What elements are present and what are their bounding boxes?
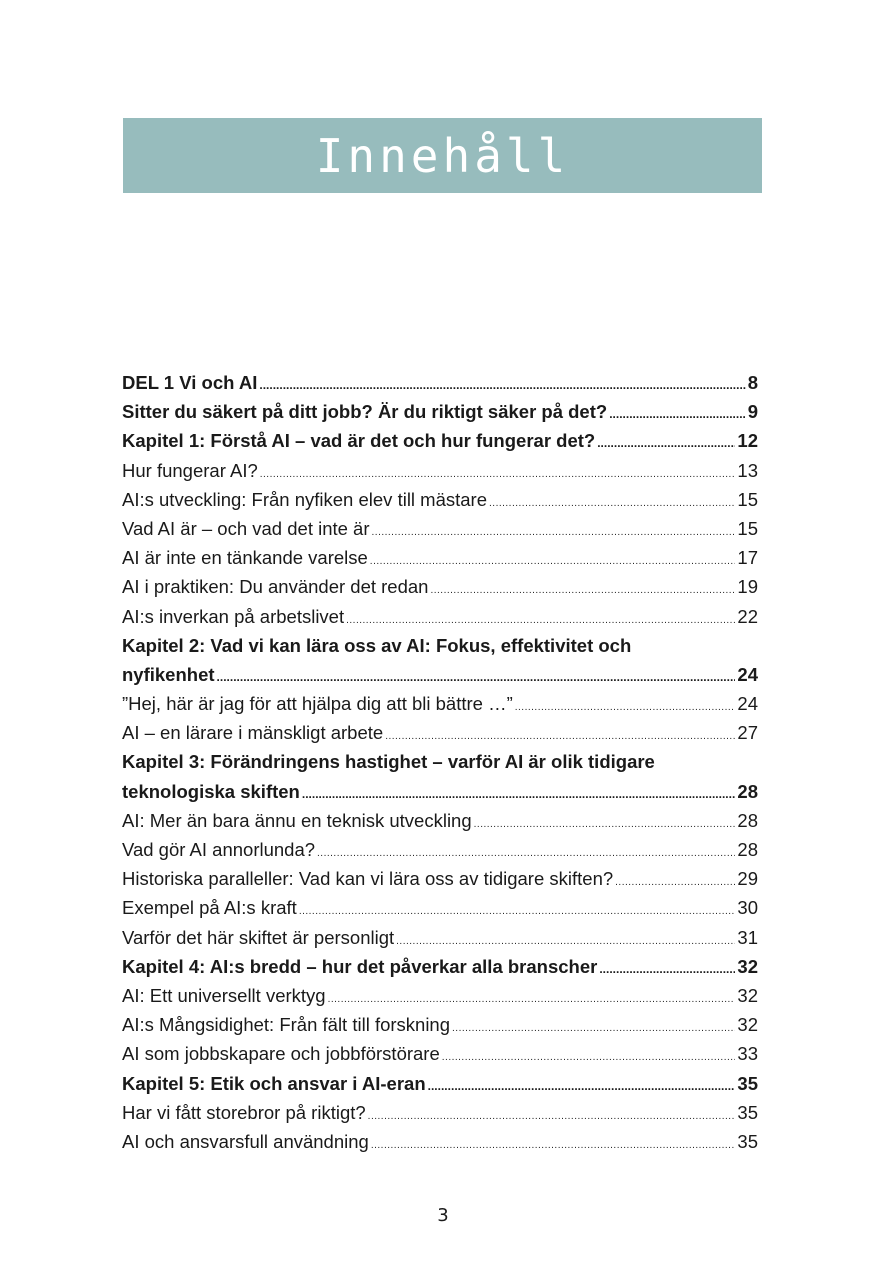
toc-entry-page: 27 bbox=[737, 722, 758, 744]
title-banner bbox=[123, 118, 762, 193]
toc-entry-page: 8 bbox=[747, 372, 758, 393]
toc-entry-page: 30 bbox=[737, 897, 758, 919]
toc-entry-page: 28 bbox=[737, 809, 758, 831]
toc-entry-title: ”Hej, här är jag för att hjälpa dig att bli bättre …” bbox=[122, 693, 513, 715]
toc-dot-leader bbox=[489, 489, 735, 518]
toc-dot-leader bbox=[259, 371, 745, 400]
toc-entry bbox=[122, 1039, 758, 1068]
toc-entry-title: AI som jobbskapare och jobbförstörare bbox=[122, 1043, 440, 1065]
toc-entry-title: AI är inte en tänkande varelse bbox=[122, 547, 368, 569]
toc-entry-title: Sitter du säkert på ditt jobb? Är du riktigt säker på det? bbox=[122, 401, 608, 423]
toc-entry bbox=[122, 543, 758, 572]
toc-entry bbox=[122, 689, 758, 718]
page-title: Innehåll bbox=[315, 128, 570, 183]
toc-entry bbox=[122, 777, 758, 806]
toc-entry bbox=[122, 368, 758, 397]
toc-entry-title: AI:s inverkan på arbetslivet bbox=[122, 605, 345, 627]
toc-entry-page: 24 bbox=[737, 693, 758, 715]
toc-entry-title: AI:s utveckling: Från nyfiken elev till mästare bbox=[122, 488, 488, 510]
toc-entry bbox=[122, 718, 758, 747]
toc-dot-leader bbox=[615, 868, 735, 897]
toc-entry-page: 32 bbox=[737, 984, 758, 1006]
toc-entry-page: 19 bbox=[737, 576, 758, 598]
toc-entry bbox=[122, 514, 758, 543]
toc-entry-title: DEL 1 Vi och AI bbox=[122, 372, 258, 393]
toc-dot-leader bbox=[515, 693, 736, 722]
toc-entry bbox=[122, 952, 758, 981]
toc-entry bbox=[122, 893, 758, 922]
toc-entry-page: 15 bbox=[737, 488, 758, 510]
toc-entry bbox=[122, 1010, 758, 1039]
toc-entry bbox=[122, 835, 758, 864]
toc-entry-title: AI – en lärare i mänskligt arbete bbox=[122, 722, 384, 744]
toc-entry-page: 35 bbox=[737, 1101, 758, 1123]
toc-dot-leader bbox=[474, 810, 736, 839]
toc-entry-page: 32 bbox=[737, 955, 758, 977]
toc-entry-title: Vad AI är – och vad det inte är bbox=[122, 517, 370, 539]
table-of-contents bbox=[122, 368, 758, 1156]
toc-dot-leader bbox=[217, 663, 736, 692]
toc-dot-leader bbox=[599, 955, 735, 984]
toc-dot-leader bbox=[442, 1043, 736, 1072]
toc-dot-leader bbox=[428, 1072, 736, 1101]
toc-entry-title: AI: Mer än bara ännu en teknisk utveckling bbox=[122, 809, 472, 831]
toc-entry-title: Vad gör AI annorlunda? bbox=[122, 839, 316, 860]
toc-entry bbox=[122, 1098, 758, 1127]
toc-entry bbox=[122, 456, 758, 485]
toc-entry bbox=[122, 1127, 758, 1156]
toc-entry bbox=[122, 572, 758, 601]
toc-entry-page: 28 bbox=[737, 780, 758, 802]
toc-entry-title: Kapitel 3: Förändringens hastighet – varför AI är olik tidigare bbox=[122, 751, 655, 773]
toc-entry-title: Hur fungerar AI? bbox=[122, 459, 258, 481]
toc-entry bbox=[122, 426, 758, 455]
toc-entry bbox=[122, 981, 758, 1010]
page-number: 3 bbox=[437, 1205, 449, 1226]
toc-dot-leader bbox=[371, 1131, 736, 1160]
toc-entry-title: Kapitel 2: Vad vi kan lära oss av AI: Fokus, effektivitet och bbox=[122, 634, 632, 656]
toc-entry-page: 17 bbox=[737, 547, 758, 569]
toc-entry-title: AI i praktiken: Du använder det redan bbox=[122, 576, 429, 598]
toc-entry-title: Varför det här skiftet är personligt bbox=[122, 926, 395, 948]
toc-entry-page: 31 bbox=[737, 926, 758, 948]
toc-entry bbox=[122, 1069, 758, 1098]
toc-entry bbox=[122, 485, 758, 514]
toc-entry-title: AI:s Mångsidighet: Från fält till forskning bbox=[122, 1014, 451, 1036]
toc-entry-title: Kapitel 5: Etik och ansvar i AI-eran bbox=[122, 1072, 426, 1094]
toc-entry-page: 32 bbox=[737, 1014, 758, 1036]
toc-entry-title: Kapitel 1: Förstå AI – vad är det och hur fungerar det? bbox=[122, 430, 596, 452]
toc-entry-title: teknologiska skiften bbox=[122, 780, 300, 802]
toc-entry-title: AI: Ett universellt verktyg bbox=[122, 984, 326, 1006]
toc-entry-title: Exempel på AI:s kraft bbox=[122, 897, 297, 919]
toc-dot-leader bbox=[430, 576, 735, 605]
toc-entry-page: 28 bbox=[737, 839, 758, 860]
toc-entry bbox=[122, 864, 758, 893]
toc-dot-leader bbox=[368, 1102, 736, 1131]
toc-entry-page: 29 bbox=[737, 868, 758, 890]
toc-entry bbox=[122, 747, 758, 776]
toc-dot-leader bbox=[597, 429, 735, 458]
toc-entry-title: Kapitel 4: AI:s bredd – hur det påverkar alla branscher bbox=[122, 955, 598, 977]
toc-entry-page: 13 bbox=[737, 459, 758, 481]
toc-entry bbox=[122, 806, 758, 835]
toc-entry-title: AI och ansvarsfull användning bbox=[122, 1130, 369, 1152]
toc-dot-leader bbox=[452, 1014, 735, 1043]
toc-dot-leader bbox=[609, 400, 746, 429]
toc-dot-leader bbox=[372, 518, 736, 547]
toc-entry-page: 35 bbox=[737, 1130, 758, 1152]
toc-entry bbox=[122, 631, 758, 660]
toc-entry-page: 24 bbox=[737, 663, 758, 685]
toc-entry-title: Historiska paralleller: Vad kan vi lära oss av tidigare skiften? bbox=[122, 868, 614, 890]
toc-entry bbox=[122, 397, 758, 426]
toc-entry-page: 22 bbox=[737, 605, 758, 627]
toc-entry bbox=[122, 923, 758, 952]
toc-entry-page: 33 bbox=[737, 1043, 758, 1065]
toc-entry-page: 35 bbox=[737, 1072, 758, 1094]
toc-entry bbox=[122, 602, 758, 631]
toc-dot-leader bbox=[302, 780, 736, 809]
toc-entry-title: nyfikenhet bbox=[122, 663, 215, 685]
toc-entry-title: Har vi fått storebror på riktigt? bbox=[122, 1101, 366, 1123]
toc-entry-page: 15 bbox=[737, 517, 758, 539]
toc-entry-page: 9 bbox=[747, 401, 758, 423]
toc-entry bbox=[122, 660, 758, 689]
toc-entry-page: 12 bbox=[737, 430, 758, 452]
